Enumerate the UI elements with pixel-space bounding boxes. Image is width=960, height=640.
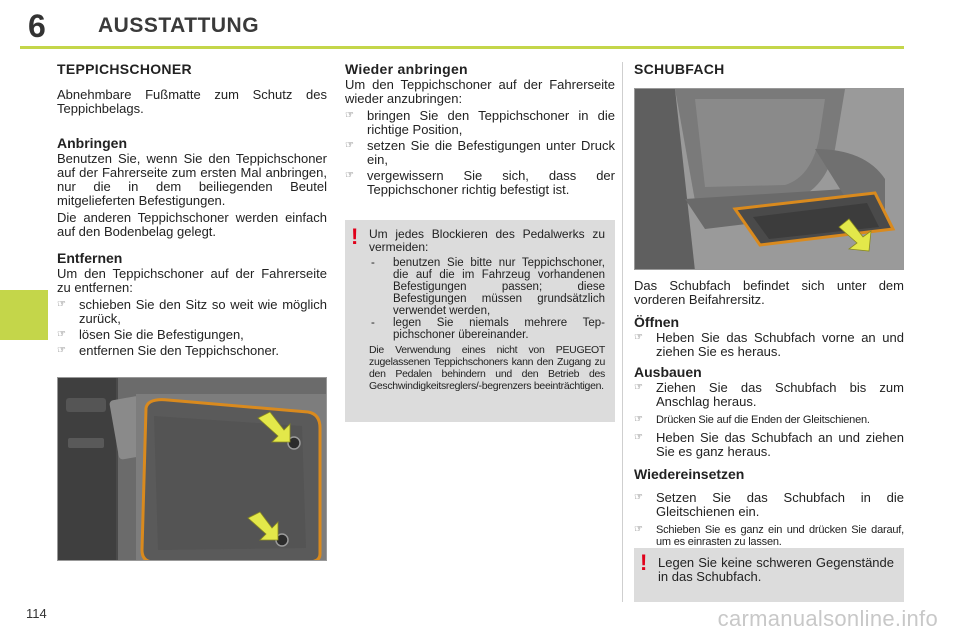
list-item: ☞ vergewissern Sie sich, dass der Teppichschoner richtig befestigt ist. <box>345 168 615 197</box>
header-rule <box>20 46 904 49</box>
chapter-number: 6 <box>28 8 46 44</box>
list-item: ☞ schieben Sie den Sitz so weit wie möglich zurück, <box>57 297 327 326</box>
list-item: ☞ Schieben Sie es ganz ein und drücken Sie darauf, um es einrasten zu lassen. <box>634 524 904 548</box>
list-item: ☞ Heben Sie das Schubfach an und ziehen Sie es ganz heraus. <box>634 430 904 459</box>
list-item: ☞ Drücken Sie auf die Enden der Gleitschienen. <box>634 414 870 426</box>
warning-list <box>369 257 605 341</box>
heading-entfernen: Entfernen <box>57 250 123 266</box>
anbringen-paragraph-2: Die anderen Teppichschoner werden einfach auf den Bodenbelag gelegt. <box>57 210 327 239</box>
oeffnen-list <box>634 331 904 359</box>
heading-ausbauen: Ausbauen <box>634 364 702 380</box>
pointing-hand-icon: ☞ <box>634 414 643 425</box>
wieder-anbringen-list <box>345 109 615 197</box>
column-divider <box>622 62 623 602</box>
pointing-hand-icon: ☞ <box>634 492 643 503</box>
list-item: ☞ Setzen Sie das Schubfach in die Gleitschienen ein. <box>634 490 904 519</box>
list-item: - benutzen Sie bitte nur Teppichschoner, die auf die im Fahrzeug vorhandenen Befestigungen passen; diese Befestigungen müssen grundsätzlich verwendet werden, <box>371 257 605 317</box>
drawer-photo <box>634 88 904 270</box>
entfernen-list <box>57 298 327 358</box>
watermark: carmanualsonline.info <box>717 606 938 631</box>
pointing-hand-icon: ☞ <box>634 382 643 393</box>
pointing-hand-icon: ☞ <box>634 524 643 535</box>
column-wieder-anbringen <box>345 62 615 199</box>
pointing-hand-icon: ☞ <box>57 329 66 340</box>
pointing-hand-icon: ☞ <box>57 299 66 310</box>
list-item: ☞ Ziehen Sie das Schubfach bis zum Anschlag heraus. <box>634 380 904 409</box>
pointing-hand-icon: ☞ <box>345 170 354 181</box>
floor-mat-photo <box>57 377 327 561</box>
section-title-schubfach: SCHUBFACH <box>634 61 725 77</box>
warning-note: Die Verwendung eines nicht von PEUGEOT zugelassenen Teppichschoners kann den Zugang zu den Pedalen behindern und den Betrieb des Geschwindigkeitsreglers/-begrenzers beeinträchtigen. <box>369 344 605 392</box>
chapter-title: AUSSTATTUNG <box>98 14 260 37</box>
page-number: 114 <box>26 606 47 621</box>
entfernen-intro: Um den Teppichschoner auf der Fahrerseite zu entfernen: <box>57 266 327 295</box>
list-item: ☞ entfernen Sie den Teppichschoner. <box>57 343 279 358</box>
pointing-hand-icon: ☞ <box>634 332 643 343</box>
column-schubfach-body <box>634 279 904 550</box>
teppichschoner-intro: Abnehmbare Fußmatte zum Schutz des Teppichbelags. <box>57 87 327 116</box>
list-item: ☞ setzen Sie die Befestigungen unter Druck ein, <box>345 138 615 167</box>
heading-wieder-anbringen: Wieder anbringen <box>345 61 468 77</box>
section-title-teppichschoner: TEPPICHSCHONER <box>57 61 192 77</box>
heading-oeffnen: Öffnen <box>634 314 680 330</box>
ausbauen-list <box>634 381 904 459</box>
column-teppichschoner <box>57 62 327 360</box>
warning-intro: Um jedes Blockieren des Pedalwerks zu vermeiden: <box>369 227 605 254</box>
list-item: ☞ lösen Sie die Befestigungen, <box>57 327 244 342</box>
pointing-hand-icon: ☞ <box>57 345 66 356</box>
warning-icon: ! <box>351 224 359 249</box>
anbringen-paragraph-1: Benutzen Sie, wenn Sie den Teppichschoner auf der Fahrerseite zum ersten Mal anbringen, nur die in dem beiliegenden Beutel mitgelieferten Befestigungen. <box>57 151 327 208</box>
chapter-side-tab <box>0 290 48 340</box>
warning-box-drawer <box>634 548 904 602</box>
list-item: - legen Sie niemals mehrere Teppichschoner übereinander. <box>371 317 605 341</box>
pointing-hand-icon: ☞ <box>345 140 354 151</box>
wiedereinsetzen-list <box>634 491 904 548</box>
schubfach-caption: Das Schubfach befindet sich unter dem vorderen Beifahrersitz. <box>634 278 904 307</box>
warning-box-pedals <box>345 220 615 422</box>
list-item: ☞ bringen Sie den Teppichschoner in die richtige Position, <box>345 108 615 137</box>
heading-anbringen: Anbringen <box>57 135 127 151</box>
pointing-hand-icon: ☞ <box>345 110 354 121</box>
pointing-hand-icon: ☞ <box>634 432 643 443</box>
heading-wiedereinsetzen: Wiedereinsetzen <box>634 466 745 482</box>
warning-icon: ! <box>640 550 648 575</box>
wieder-anbringen-intro: Um den Teppichschoner auf der Fahrerseite wieder anzubringen: <box>345 77 615 106</box>
drawer-warning-text: Legen Sie keine schweren Gegenstände in das Schubfach. <box>658 555 894 584</box>
column-schubfach-title <box>634 62 904 88</box>
list-item: ☞ Heben Sie das Schubfach vorne an und ziehen Sie es heraus. <box>634 330 904 359</box>
